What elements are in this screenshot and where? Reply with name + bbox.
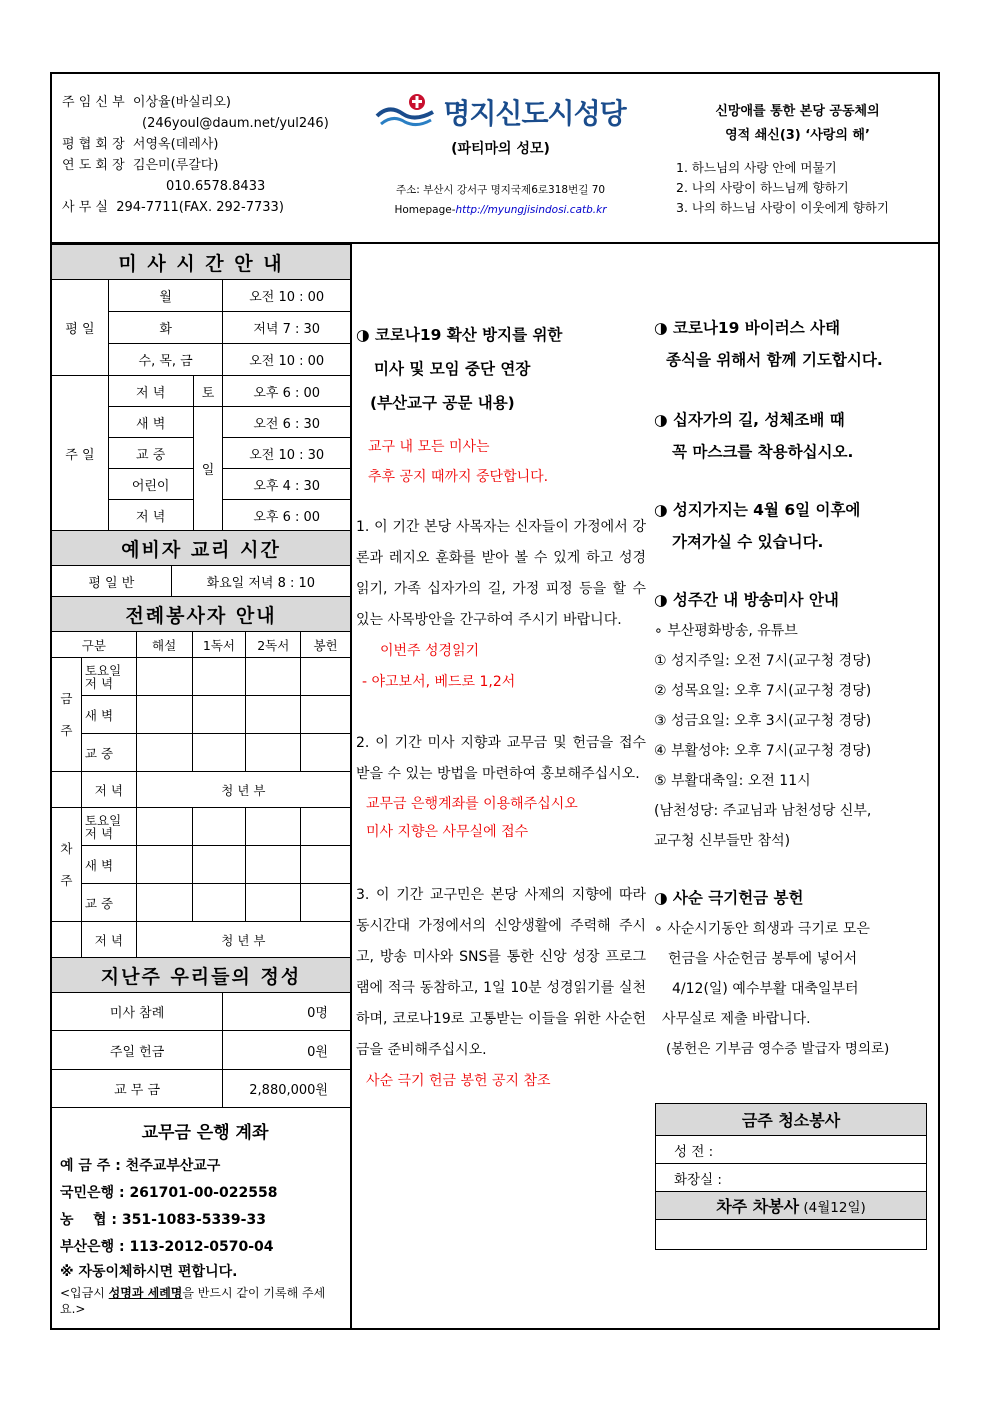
notice-red: - 야고보서, 베드로 1,2서 bbox=[362, 674, 516, 690]
broadcast-item: ③ 성금요일: 오후 3시(교구청 경당) bbox=[654, 713, 872, 729]
notice-heading: 종식을 위해서 함께 기도합시다. bbox=[666, 351, 883, 369]
broadcast-item: ∘ 부산평화방송, 유튜브 bbox=[654, 623, 798, 639]
sunday-label: 주 일 bbox=[52, 376, 109, 531]
liturgy-youth: 청 년 부 bbox=[136, 772, 350, 808]
liturgy-table bbox=[51, 596, 351, 958]
liturgy-header: 2독서 bbox=[246, 632, 301, 658]
bank-line: 부산은행 : 113-2012-0570-04 bbox=[60, 1239, 274, 1255]
staff-yeondo: 연 도 회 장 김은미(루갈다) bbox=[62, 158, 219, 173]
staff-office: 사 무 실 294-7711(FAX. 292-7733) bbox=[62, 200, 284, 215]
weekday-day: 화 bbox=[108, 312, 223, 344]
notice-paragraph-3: 3. 이 기간 교구민은 본당 사제의 지향에 따라 동시간대 가정에서의 신앙생활에 주력해 주시고, 방송 미사와 SNS를 통한 신앙 성장 프로그램에 적극 동참하고, 1일 10분 성경읽기를 실천하며, 코로나19로 고통받는 이들을 위한 사순헌금을 준비해주십시오. bbox=[356, 887, 646, 1058]
cleaning-restroom: 화장실 : bbox=[656, 1164, 927, 1192]
staff-pastor: 주 임 신 부 이상율(바실리오) bbox=[62, 95, 231, 110]
liturgy-row-label: 토요일 저 녁 bbox=[81, 658, 136, 696]
offering-value: 2,880,000원 bbox=[223, 1070, 351, 1108]
saturday-time: 오후 6 : 00 bbox=[223, 376, 351, 407]
saturday-name: 저 녁 bbox=[108, 376, 193, 407]
church-patron: (파티마의 성모) bbox=[451, 141, 550, 157]
saturday-day: 토 bbox=[193, 376, 223, 407]
notice-red: 교무금 은행계좌를 이용해주십시오 bbox=[366, 796, 578, 812]
weekday-label: 평 일 bbox=[52, 280, 109, 376]
weekday-time: 오전 10 : 00 bbox=[223, 280, 351, 312]
weekday-day: 수, 목, 금 bbox=[108, 344, 223, 376]
bank-line: 농 협 : 351-1083-5339-33 bbox=[60, 1212, 266, 1228]
church-logo-icon bbox=[375, 92, 437, 132]
weekday-day: 월 bbox=[108, 280, 223, 312]
notice-heading: (부산교구 공문 내용) bbox=[370, 394, 515, 412]
offering-title: 지난주 우리들의 정성 bbox=[52, 958, 351, 993]
liturgy-evening-label: 저 녁 bbox=[81, 922, 136, 958]
offering-label: 주일 헌금 bbox=[52, 1031, 223, 1070]
notice-heading: ◑ 코로나19 바이러스 사태 bbox=[654, 319, 841, 337]
left-column bbox=[51, 244, 351, 1108]
homepage-link[interactable]: http://myungjisindosi.catb.kr bbox=[455, 204, 607, 216]
cleaning-church: 성 전 : bbox=[656, 1136, 927, 1164]
header-staff bbox=[62, 92, 352, 218]
bank-title: 교무금 은행 계좌 bbox=[141, 1123, 269, 1143]
lent-item: (봉헌은 기부금 영수증 발급자 명의로) bbox=[666, 1041, 890, 1057]
liturgy-row-label: 새 벽 bbox=[81, 846, 136, 884]
offering-table bbox=[51, 957, 351, 1108]
notice-heading: ◑ 코로나19 확산 방지를 위한 bbox=[356, 326, 563, 344]
offering-label: 교 무 금 bbox=[52, 1070, 223, 1108]
mass-schedule-table bbox=[51, 244, 351, 531]
liturgy-row-label: 교 중 bbox=[81, 884, 136, 922]
sunday-mass-time: 오후 4 : 30 bbox=[223, 469, 351, 500]
sunday-mass-name: 저 녁 bbox=[108, 500, 193, 531]
church-homepage: Homepage-http://myungjisindosi.catb.kr bbox=[394, 204, 607, 216]
notice-heading: ◑ 성주간 내 방송미사 안내 bbox=[654, 591, 839, 609]
notice-heading: 미사 및 모임 중단 연장 bbox=[374, 360, 531, 378]
liturgy-header: 1독서 bbox=[192, 632, 246, 658]
notice-paragraph-2: 2. 이 기간 미사 지향과 교무금 및 헌금을 접수받을 수 있는 방법을 마련하여 홍보해주십시오. bbox=[356, 735, 646, 782]
notice-red: 추후 공지 때까지 중단합니다. bbox=[368, 469, 549, 485]
sunday-day: 일 bbox=[193, 407, 223, 531]
theme-item: 3. 나의 하느님 사랑이 이웃에게 향하기 bbox=[676, 200, 889, 215]
staff-council: 평 협 회 장 서영옥(데레사) bbox=[62, 137, 219, 152]
bank-line: 국민은행 : 261701-00-022558 bbox=[60, 1185, 278, 1201]
broadcast-item: ② 성목요일: 오후 7시(교구청 경당) bbox=[654, 683, 872, 699]
sunday-mass-time: 오후 6 : 00 bbox=[223, 500, 351, 531]
notice-red: 사순 극기 헌금 봉헌 공지 참조 bbox=[366, 1073, 551, 1089]
bank-accounts bbox=[60, 1118, 350, 1317]
church-logo-row bbox=[358, 92, 643, 132]
header-theme bbox=[660, 100, 935, 218]
offering-value: 0명 bbox=[223, 993, 351, 1031]
offering-label: 미사 참례 bbox=[52, 993, 223, 1031]
right-column bbox=[654, 312, 938, 1064]
cleaning-duty-table bbox=[655, 1103, 927, 1250]
notice-heading: 꼭 마스크를 착용하십시오. bbox=[672, 443, 854, 461]
notice-red: 이번주 성경읽기 bbox=[380, 643, 480, 659]
church-address: 주소: 부산시 강서구 명지국제6로318번길 70 bbox=[395, 184, 606, 196]
broadcast-item: (남천성당: 주교님과 남천성당 신부, bbox=[654, 803, 872, 819]
broadcast-item: ④ 부활성야: 오후 7시(교구청 경당) bbox=[654, 743, 872, 759]
sunday-mass-name: 새 벽 bbox=[108, 407, 193, 438]
staff-phone: 010.6578.8433 bbox=[166, 179, 266, 194]
notice-red: 미사 지향은 사무실에 접수 bbox=[366, 824, 529, 840]
bank-autotransfer: ※ 자동이체하시면 편합니다. bbox=[60, 1264, 238, 1280]
cleaning-duty-box bbox=[655, 1103, 927, 1250]
lent-item: 사무실로 제출 바랍니다. bbox=[662, 1011, 811, 1027]
next-week-label: 차 주 bbox=[52, 808, 82, 922]
lent-item: ∘ 사순시기동안 희생과 극기로 모은 bbox=[654, 921, 870, 937]
weekday-time: 저녁 7 : 30 bbox=[223, 312, 351, 344]
liturgy-header: 구분 bbox=[52, 632, 137, 658]
notice-heading: ◑ 성지가지는 4월 6일 이후에 bbox=[654, 501, 861, 519]
church-address-block bbox=[358, 180, 643, 220]
liturgy-header: 봉헌 bbox=[301, 632, 351, 658]
catechumen-title: 예비자 교리 시간 bbox=[52, 531, 351, 566]
lent-item: 4/12(일) 예수부활 대축일부터 bbox=[672, 981, 859, 997]
cleaning-title: 금주 청소봉사 bbox=[656, 1104, 927, 1136]
sunday-mass-time: 오전 10 : 30 bbox=[223, 438, 351, 469]
weekday-time: 오전 10 : 00 bbox=[223, 344, 351, 376]
header-church bbox=[358, 92, 643, 220]
broadcast-item: ① 성지주일: 오전 7시(교구청 경당) bbox=[654, 653, 872, 669]
sunday-mass-time: 오전 6 : 30 bbox=[223, 407, 351, 438]
mass-title: 미 사 시 간 안 내 bbox=[52, 245, 351, 280]
notice-heading: ◑ 사순 극기헌금 봉헌 bbox=[654, 889, 804, 907]
sunday-mass-name: 교 중 bbox=[108, 438, 193, 469]
liturgy-youth: 청 년 부 bbox=[136, 922, 350, 958]
bank-note: <입금시 성명과 세례명을 반드시 같이 기록해 주세요.> bbox=[60, 1286, 326, 1316]
catechumen-table bbox=[51, 530, 351, 597]
middle-column bbox=[356, 318, 646, 1096]
liturgy-row-label: 새 벽 bbox=[81, 696, 136, 734]
theme-line-1: 신망애를 통한 본당 공동체의 bbox=[715, 104, 880, 119]
liturgy-evening-label: 저 녁 bbox=[81, 772, 136, 808]
offering-value: 0원 bbox=[223, 1031, 351, 1070]
lent-item: 헌금을 사순헌금 봉투에 넣어서 bbox=[668, 951, 858, 967]
broadcast-item: ⑤ 부활대축일: 오전 11시 bbox=[654, 773, 811, 789]
notice-paragraph-1: 1. 이 기간 본당 사목자는 신자들이 가정에서 강론과 레지오 훈화를 받아 볼 수 있게 하고 성경 읽기, 가족 십자가의 길, 가정 피정 등을 할 수 있는 사목방안을 간구하여 주시기 바랍니다. bbox=[356, 519, 646, 628]
liturgy-row-label: 교 중 bbox=[81, 734, 136, 772]
notice-red: 교구 내 모든 미사는 bbox=[368, 439, 490, 455]
liturgy-row-label: 토요일 저 녁 bbox=[81, 808, 136, 846]
theme-item: 1. 하느님의 사랑 안에 머물기 bbox=[676, 160, 837, 175]
next-car-duty-title: 차주 차봉사 (4월12일) bbox=[656, 1192, 927, 1220]
staff-email: (246youl@daum.net/yul246) bbox=[142, 116, 329, 131]
sunday-mass-name: 어린이 bbox=[108, 469, 193, 500]
theme-line-2: 영적 쇄신(3) ‘사랑의 해’ bbox=[725, 128, 870, 143]
theme-list bbox=[660, 158, 935, 218]
catechumen-label: 평 일 반 bbox=[52, 566, 172, 597]
broadcast-item: 교구청 신부들만 참석) bbox=[654, 833, 791, 849]
this-week-label: 금 주 bbox=[52, 658, 82, 772]
catechumen-time: 화요일 저녁 8 : 10 bbox=[171, 566, 350, 597]
liturgy-header: 해설 bbox=[136, 632, 192, 658]
notice-heading: 가져가실 수 있습니다. bbox=[672, 533, 824, 551]
church-name: 명지신도시성당 bbox=[443, 97, 626, 130]
notice-heading: ◑ 십자가의 길, 성체조배 때 bbox=[654, 411, 845, 429]
theme-item: 2. 나의 사랑이 하느님께 향하기 bbox=[676, 180, 849, 195]
bank-line: 예 금 주 : 천주교부산교구 bbox=[60, 1158, 221, 1174]
liturgy-title: 전례봉사자 안내 bbox=[52, 597, 351, 632]
